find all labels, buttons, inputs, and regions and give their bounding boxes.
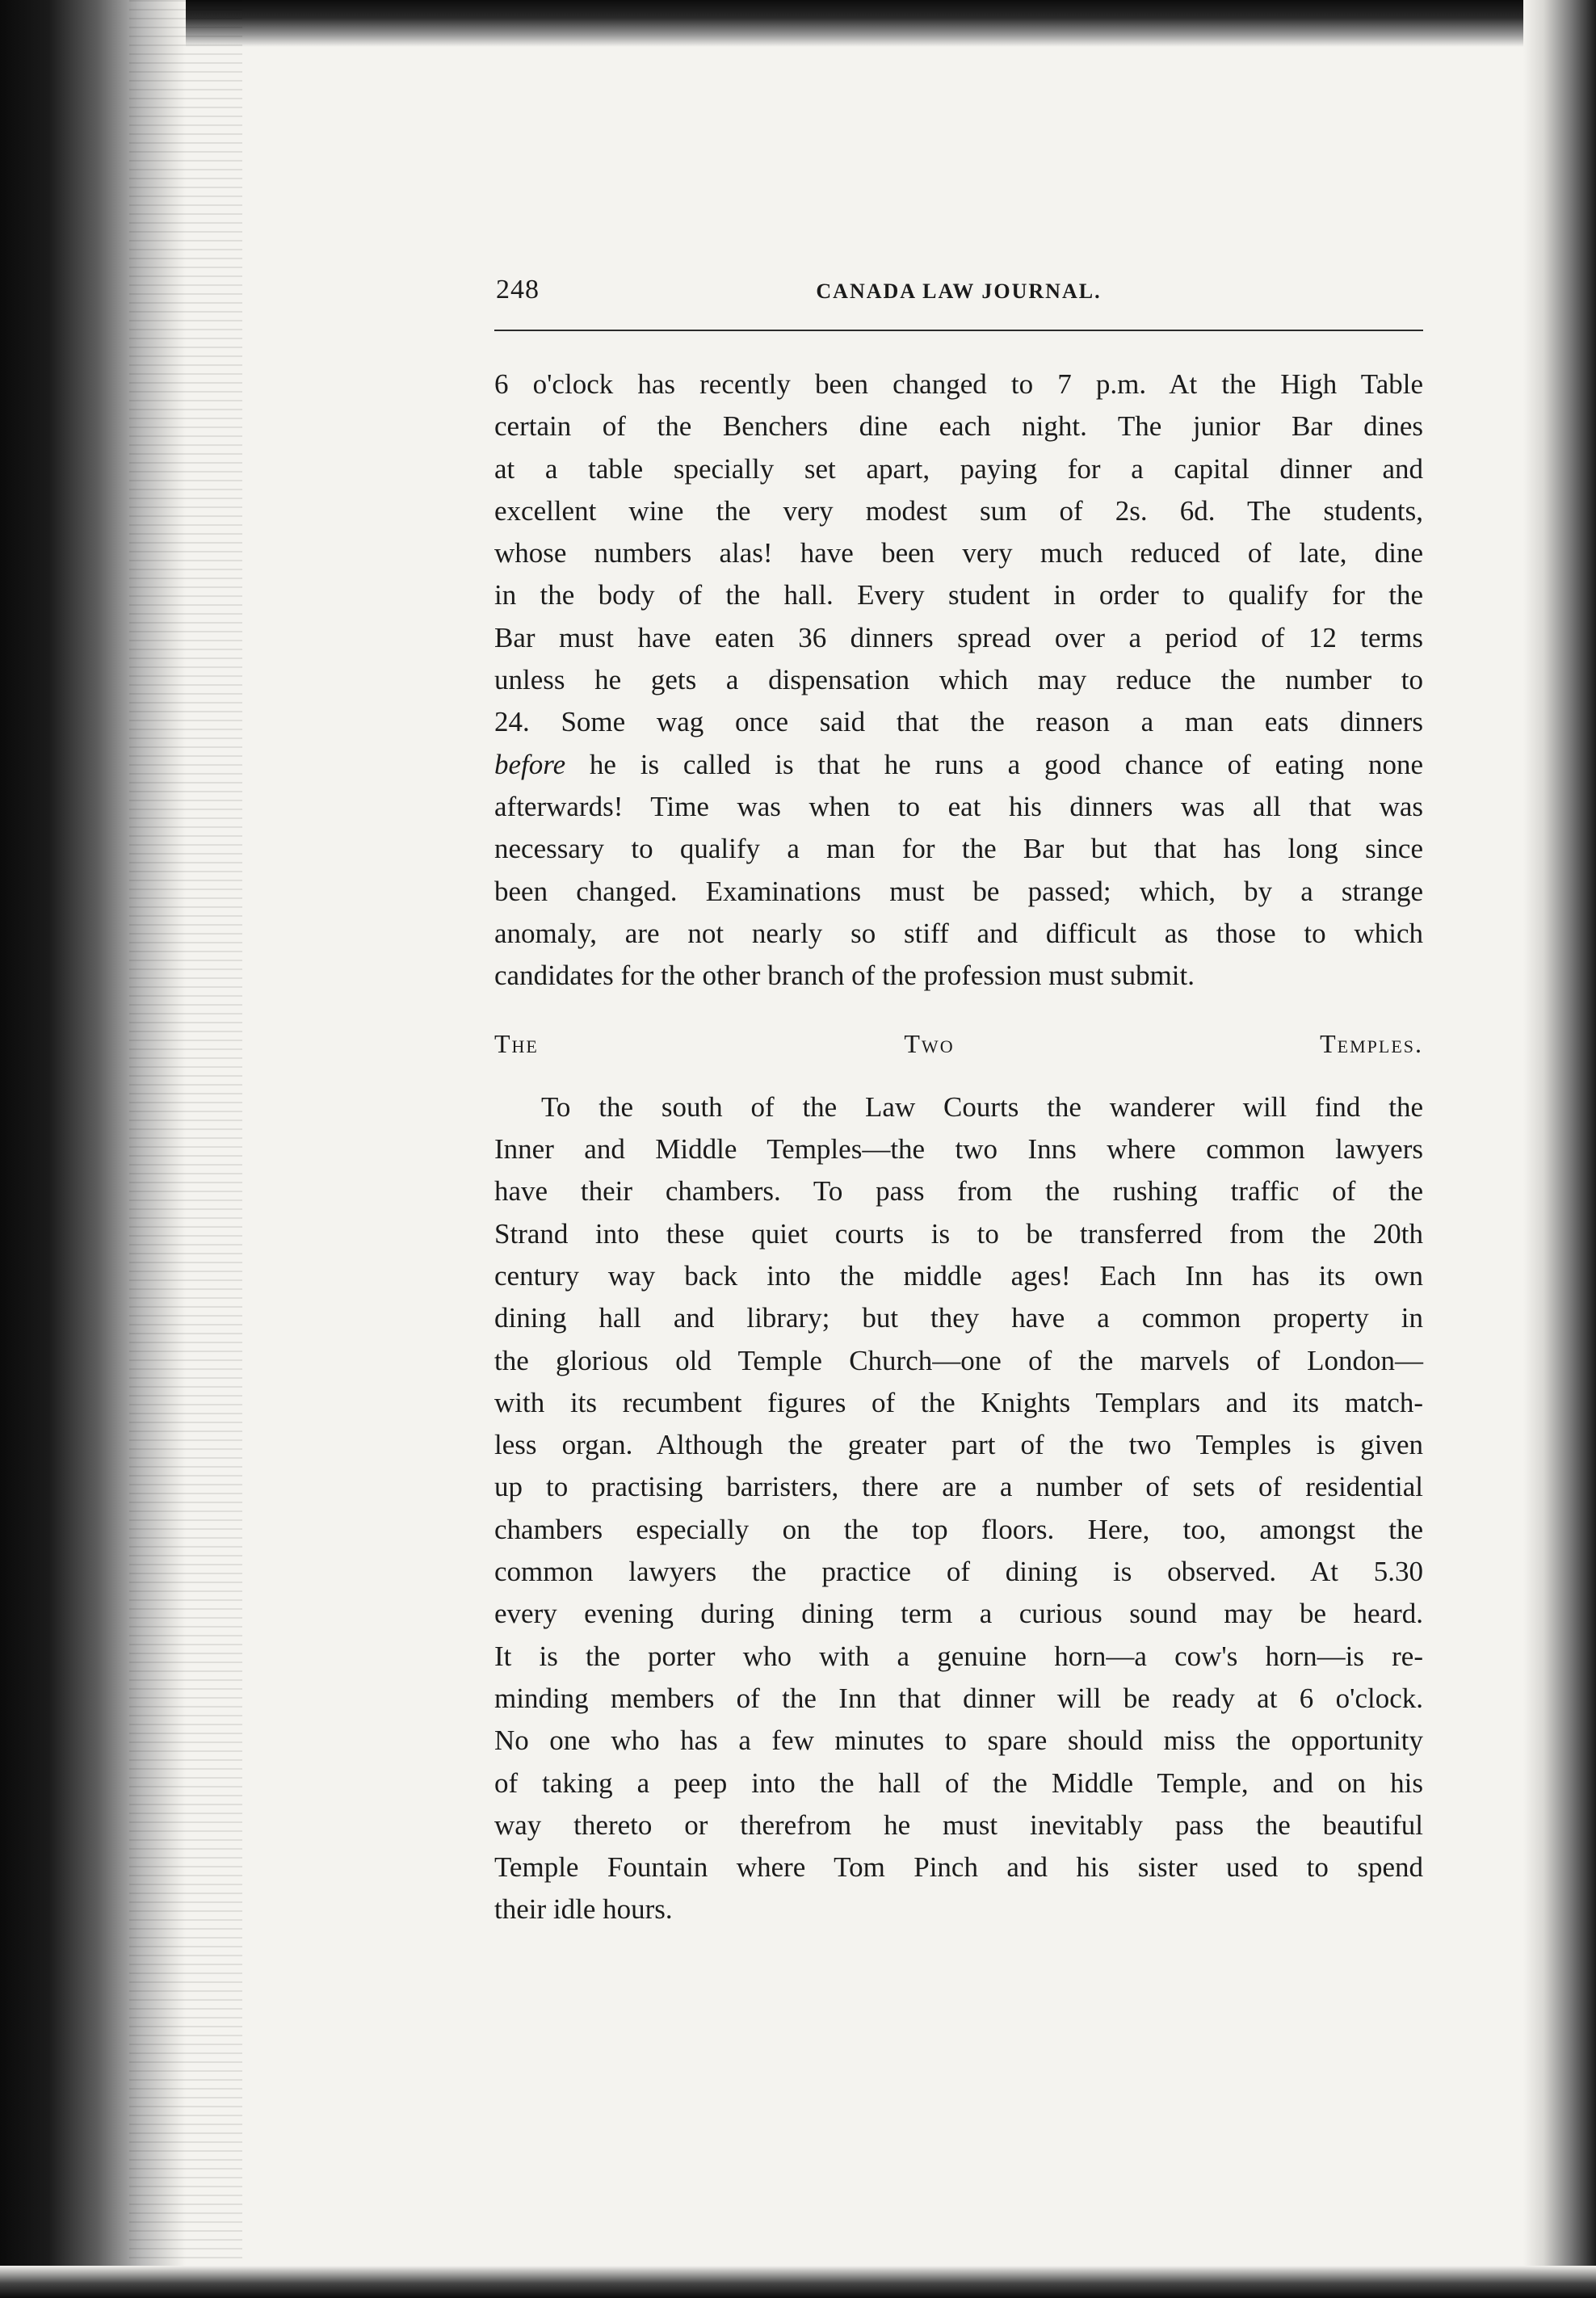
text-line: Bar must have eaten 36 dinners spread over a period of 12 terms (494, 621, 1423, 653)
text-line: necessary to qualify a man for the Bar but that has long since (494, 833, 1423, 865)
text-line: with its recumbent figures of the Knights Templars and its match- (494, 1386, 1423, 1418)
paragraph-dining (494, 363, 1423, 997)
text-line: anomaly, are not nearly so stiff and difficult as those to which (494, 917, 1423, 949)
text-line: Temple Fountain where Tom Pinch and his sister used to spend (494, 1851, 1423, 1884)
section-heading (494, 1023, 1423, 1065)
text-line: 6 o'clock has recently been changed to 7 p.m. At the High Table (494, 368, 1423, 400)
text-line: been changed. Examinations must be passed; which, by a strange (494, 875, 1423, 907)
scan-bottom-edge (0, 2266, 1596, 2298)
text-line: at a table specially set apart, paying for a capital dinner and (494, 452, 1423, 485)
journal-title: CANADA LAW JOURNAL. (816, 279, 1102, 303)
text-line: Strand into these quiet courts is to be transferred from the 20th (494, 1217, 1423, 1250)
text-line: minding members of the Inn that dinner will be ready at 6 o'clock. (494, 1682, 1423, 1714)
text-line: the glorious old Temple Church—one of the marvels of London— (494, 1344, 1423, 1376)
text-line: of taking a peep into the hall of the Middle Temple, and on his (494, 1767, 1423, 1799)
text-line: certain of the Benchers dine each night. The junior Bar dines (494, 410, 1423, 443)
text-line: excellent wine the very modest sum of 2s. 6d. The students, (494, 494, 1423, 527)
scan-right-edge (1523, 0, 1596, 2298)
paragraph-two-temples (494, 1086, 1423, 1931)
running-head (494, 275, 1423, 323)
text-line: every evening during dining term a curious sound may be heard. (494, 1598, 1423, 1630)
text-line: less organ. Although the greater part of the two Temples is given (494, 1429, 1423, 1461)
text-line: candidates for the other branch of the profession must submit. (494, 960, 1195, 992)
book-page (494, 275, 1423, 1931)
text-line: dining hall and library; but they have a common property in (494, 1302, 1423, 1334)
text-line: have their chambers. To pass from the rushing traffic of the (494, 1175, 1423, 1208)
text-line: To the south of the Law Courts the wanderer will find the (541, 1090, 1423, 1123)
body-text (494, 363, 1423, 1931)
text-line: Inner and Middle Temples—the two Inns where common lawyers (494, 1133, 1423, 1166)
italic-word: before (494, 748, 566, 780)
text-line: unless he gets a dispensation which may reduce the number to (494, 664, 1423, 696)
text-line: up to practising barristers, there are a number of sets of residential (494, 1471, 1423, 1503)
text-line: No one who has a few minutes to spare should miss the opportunity (494, 1725, 1423, 1757)
text-line: afterwards! Time was when to eat his dinners was all that was (494, 790, 1423, 822)
text-line: century way back into the middle ages! Each Inn has its own (494, 1259, 1423, 1292)
section-heading-text: The Two Temples. (494, 1029, 1423, 1059)
text-line: common lawyers the practice of dining is observed. At 5.30 (494, 1556, 1423, 1588)
text-line: It is the porter who with a genuine horn—a cow's horn—is re- (494, 1640, 1423, 1672)
text-line: before he is called is that he runs a good chance of eating none (494, 748, 1423, 780)
text-line: 24. Some wag once said that the reason a man eats dinners (494, 706, 1423, 738)
header-rule (494, 330, 1423, 331)
text-line: way thereto or therefrom he must inevitably pass the beautiful (494, 1809, 1423, 1841)
text-line: in the body of the hall. Every student in order to qualify for the (494, 579, 1423, 611)
text-line: their idle hours. (494, 1893, 673, 1926)
scan-binding-speckle (129, 0, 242, 2298)
page-number: 248 (496, 275, 540, 305)
text-line: whose numbers alas! have been very much reduced of late, dine (494, 537, 1423, 569)
text-line: chambers especially on the top floors. Here, too, amongst the (494, 1513, 1423, 1545)
